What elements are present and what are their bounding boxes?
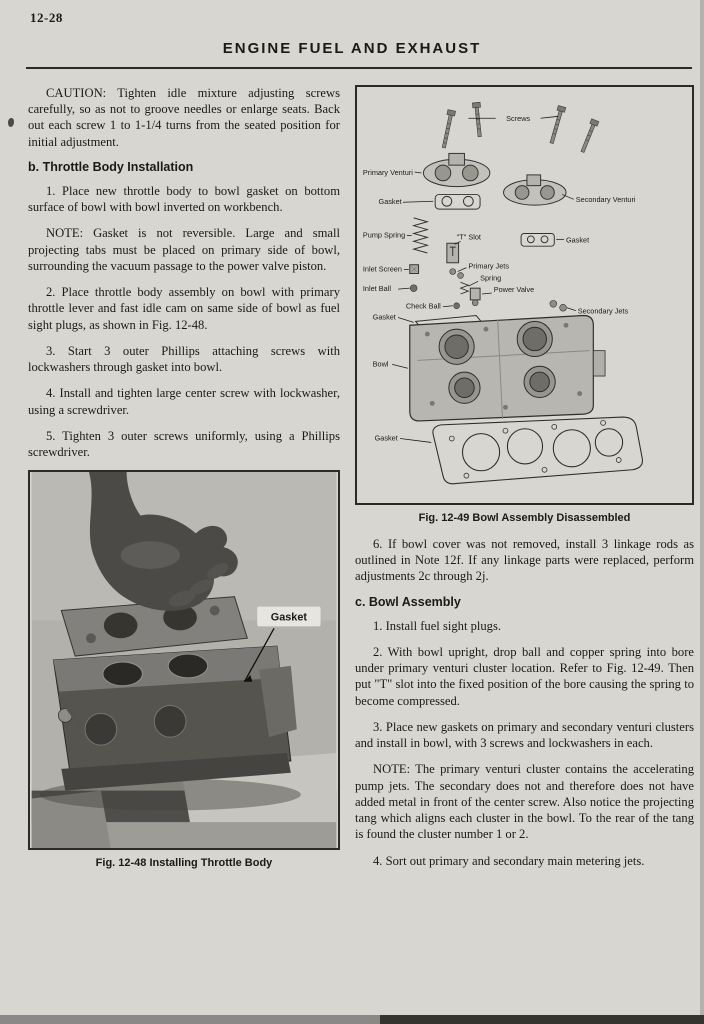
bowl-step-2: 2. With bowl upright, drop ball and copper spring into bore under primary venturi cluster location. Refer to Fig. 12-49. Then put "T" slot into the fixed position of the bore causing the spring to become compressed.	[355, 644, 694, 708]
inlet-ball-part	[410, 285, 417, 292]
step-paragraph-4: 4. Install and tighten large center screw with lockwasher, using a screwdriver.	[28, 386, 340, 417]
label-inlet-screen: Inlet Screen	[362, 264, 402, 274]
label-primary-venturi: Primary Venturi	[362, 167, 413, 177]
figure-12-49	[355, 85, 694, 524]
label-t-slot: "T" Slot	[456, 232, 481, 242]
bowl-step-3: 3. Place new gaskets on primary and secondary venturi clusters and install in bowl, with 3 screws and lockwashers in each.	[355, 719, 694, 751]
step-paragraph-5: 5. Tighten 3 outer screws uniformly, using a Phillips screwdriver.	[28, 428, 340, 459]
label-gasket-d: Gasket	[374, 433, 398, 443]
power-valve-part	[470, 288, 480, 306]
leader-secondary-jets	[567, 308, 576, 311]
section-heading-b: b. Throttle Body Installation	[28, 159, 194, 174]
check-ball-part	[454, 303, 460, 309]
bowl-assembly-diagram	[359, 89, 690, 501]
leader-bowl	[392, 364, 408, 368]
leader-primary-jets	[458, 268, 467, 272]
leader-gasket-d	[400, 439, 431, 443]
leader-gasket-a	[403, 201, 433, 202]
t-slot-part	[447, 243, 459, 263]
label-secondary-venturi: Secondary Venturi	[575, 195, 636, 205]
secondary-jets-part	[550, 300, 567, 311]
bowl-part	[410, 316, 605, 421]
leader-spring	[468, 281, 478, 286]
page-number: 12-28	[30, 10, 63, 25]
leader-check-ball	[443, 306, 453, 307]
label-bowl: Bowl	[372, 359, 389, 369]
gasket-d-part	[433, 417, 643, 484]
note-paragraph-2: NOTE: The primary venturi cluster contains the accelerating pump jets. The secondary does not and therefore does not have added metal in front of the center screw. Also notice the projecting tang which aligns each cluster in the bowl. To the rear of the tang is found the cluster number 1 or 2.	[355, 762, 694, 842]
scan-artifact-right-edge	[700, 0, 704, 1024]
scan-artifact-bottom-dark	[380, 1015, 704, 1024]
leader-inlet-ball	[398, 288, 410, 289]
primary-venturi-part	[423, 153, 489, 186]
label-secondary-jets: Secondary Jets	[577, 306, 629, 316]
bowl-step-4: 4. Sort out primary and secondary main metering jets.	[373, 853, 645, 868]
label-gasket-c: Gasket	[372, 312, 396, 322]
carburetor-bowl-photo	[53, 646, 296, 790]
figure-12-48	[28, 470, 340, 869]
label-spring: Spring	[480, 273, 502, 283]
step-paragraph-3: 3. Start 3 outer Phillips attaching screws with lockwashers through gasket into bowl.	[28, 343, 340, 375]
leader-power-valve	[482, 293, 492, 294]
leader-primary-venturi	[415, 172, 422, 173]
right-column	[355, 85, 694, 879]
left-column	[28, 85, 340, 881]
figure-12-49-frame	[355, 85, 694, 505]
screws-parts	[440, 102, 599, 153]
caution-paragraph: CAUTION: Tighten idle mixture adjusting screws carefully, so as not to groove needles or enlarge seats. Back out each screw 1 to 1-1/4 turns from the seated position for initial adjustment.	[28, 86, 340, 149]
page-title: ENGINE FUEL AND EXHAUST	[222, 40, 482, 57]
label-primary-jets: Primary Jets	[468, 261, 509, 271]
label-gasket-b: Gasket	[565, 235, 590, 245]
small-spring-part	[461, 282, 469, 294]
step-paragraph-6: 6. If bowl cover was not removed, install 3 linkage rods as outlined in Note 12f. If any linkage parts were replaced, perform adjustments 2c through 2j.	[355, 537, 694, 584]
gasket-b-part	[521, 233, 554, 246]
label-pump-spring: Pump Spring	[362, 230, 406, 240]
inlet-screen-part	[410, 265, 419, 274]
label-screws: Screws	[506, 114, 531, 124]
two-column-layout	[0, 69, 704, 881]
label-check-ball: Check Ball	[405, 301, 441, 311]
label-gasket-a: Gasket	[378, 197, 402, 207]
secondary-venturi-part	[504, 175, 566, 205]
label-power-valve: Power Valve	[493, 285, 535, 295]
step-paragraph-2: 2. Place throttle body assembly on bowl with primary throttle lever and fast idle cam on same side of bowl as fuel sight plugs, as shown in Fig. 12-48.	[28, 285, 340, 332]
gasket-a-part	[435, 194, 480, 209]
figure-12-49-caption: Fig. 12-49 Bowl Assembly Disassembled	[418, 512, 631, 524]
note-paragraph-1: NOTE: Gasket is not reversible. Large and small projecting tabs must be placed on primary side of bowl, surrounding the vacuum passage to the power valve piston.	[28, 226, 340, 273]
figure-12-48-frame	[28, 470, 340, 850]
gasket-photo-label: Gasket	[270, 611, 308, 624]
pump-spring-part	[414, 218, 428, 253]
installing-throttle-body-photo	[30, 472, 338, 848]
leader-gasket-c	[398, 317, 414, 322]
label-inlet-ball: Inlet Ball	[362, 284, 391, 294]
step-paragraph-1: 1. Place new throttle body to bowl gasket on bottom surface of bowl with bowl inverted on workbench.	[28, 183, 340, 215]
bowl-step-1: 1. Install fuel sight plugs.	[373, 618, 502, 633]
figure-12-48-caption: Fig. 12-48 Installing Throttle Body	[95, 857, 273, 870]
section-heading-c: c. Bowl Assembly	[355, 594, 461, 609]
